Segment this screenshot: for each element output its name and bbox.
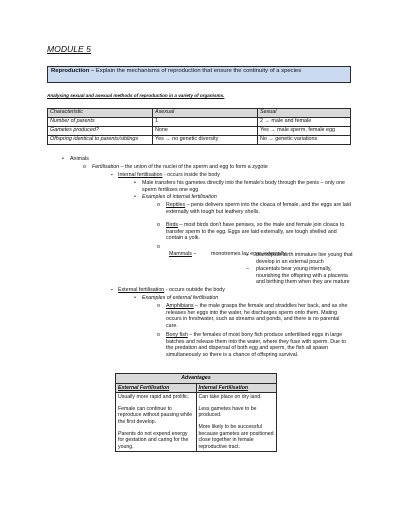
internal-advantage: More likely to be successful because gametes are positioned close together in female reproductive tract.: [198, 423, 274, 450]
fertilisation-label: Fertilisation: [92, 164, 120, 170]
birds-item: [166, 222, 352, 242]
reproduction-heading-box: [47, 66, 351, 83]
internal-advantage: Can take place on dry land.: [198, 394, 262, 401]
table-header-cell: Characteristic: [48, 109, 153, 118]
analysing-heading: Analysing sexual and asexual methods of reproduction in a variety of organisms.: [47, 93, 225, 98]
mammals-label: Mammals: [168, 250, 192, 257]
module-title: MODULE 5: [47, 44, 91, 54]
table-cell: Offspring identical to parents/siblings: [48, 136, 153, 145]
table-cell: 1: [153, 118, 258, 127]
external-fertilisation-header: External Fertilisation: [116, 383, 197, 393]
table-cell: None: [153, 127, 258, 136]
table-cell: Yes → no genetic diversity: [153, 136, 258, 145]
reptiles-label: Reptiles: [166, 202, 186, 208]
bony-fish-text: – the females of most bony fish produce unfertilised eggs in large batches and release them into the water, where they fuse with sperm. Due to the predation and dispersal of both egg and sperm, the fish all spawn simultaneously so there is a chance of offspring survival.: [166, 332, 346, 358]
internal-desc: • Male transfers his gametes directly into the female's body through the penis – only one sperm fertilises one egg: [142, 180, 350, 193]
reproduction-text: – Explain the mechanisms of reproduction that ensure the continuity of a species: [89, 68, 302, 74]
external-advantages-cell: [116, 393, 197, 452]
table-cell: Number of parents: [48, 118, 153, 127]
external-text: - occurs outside the body: [164, 287, 225, 293]
birds-text: – most birds don't have penises, so the male and female join cloaca to transfer sperm to the egg. Eggs are laid externally, are tough shelled and contain a yolk.: [166, 222, 345, 242]
external-fertilisation-item: [118, 287, 350, 294]
reptiles-text: – penis delivers sperm into the cloaca of female, and the eggs are laid externally with tough but leathery shells.: [166, 202, 351, 215]
external-advantage: Female can continue to reproduce without pausing while the first develop.: [118, 405, 193, 425]
amphibians-label: Amphibians: [166, 303, 194, 309]
placentals-item: – placentals bear young internally, nourishing the offspring with a placenta and birthing them when they are mature: [256, 266, 356, 286]
table-cell: Yes → male sperm, female egg: [258, 127, 351, 136]
comparison-table: [47, 108, 351, 145]
internal-advantages-cell: [196, 393, 277, 452]
external-examples-heading: • Examples of external fertilisation: [142, 295, 350, 302]
internal-text: - occurs inside the body: [162, 172, 220, 178]
reptiles-item: [166, 202, 352, 215]
internal-examples-heading: • Examples of internal fertilisation: [142, 194, 350, 201]
table-row: [48, 136, 351, 145]
advantages-title: Advantages: [116, 374, 277, 384]
advantages-table: [115, 373, 277, 452]
birds-label: Birds: [166, 222, 179, 228]
external-label: External fertilisation: [118, 287, 165, 293]
table-cell: 2 → male and female: [258, 118, 351, 127]
reproduction-label: Reproduction: [51, 68, 90, 74]
internal-label: Internal fertilisation: [118, 172, 163, 178]
mammals-text: – monotremes lay eggs externally: [191, 250, 286, 257]
table-cell: No → genetic variations: [258, 136, 351, 145]
amphibians-text: – the male grasps the female and straddles her back, and as she releases her eggs into the water, he discharges sperm onto them. Mating occurs in freshwater, such as streams and ponds, and there is no parental care.: [166, 303, 348, 329]
internal-fertilisation-header: Internal Fertilisation: [196, 383, 277, 393]
table-row: [48, 118, 351, 127]
external-advantage: Usually more rapid and prolific.: [118, 394, 190, 401]
advantages-header-row: [116, 383, 277, 393]
amphibians-item: [166, 303, 352, 329]
fertilisation-text: – the union of the nuclei of the sperm and egg to form a zygote: [119, 164, 268, 170]
internal-fertilisation-item: [118, 172, 350, 179]
advantages-body-row: [116, 393, 277, 452]
table-header-cell: Sexual: [258, 109, 351, 118]
fertilisation-item: [92, 164, 350, 171]
table-header-row: [48, 109, 351, 118]
bony-fish-item: [166, 332, 352, 358]
animals-bullet: • Animals: [70, 156, 89, 163]
table-header-cell: Asexual: [153, 109, 258, 118]
internal-advantage: Less gametes have to be produced.: [198, 405, 257, 419]
external-advantage: Parents do not expend energy for gestation and caring for the young.: [118, 430, 189, 450]
table-cell: Gametes produced?: [48, 127, 153, 136]
advantages-title-row: [116, 374, 277, 384]
marsupials-item: – marsupials birth immature live young that develop in an external pouch: [256, 252, 356, 265]
table-row: [48, 127, 351, 136]
bony-fish-label: Bony fish: [166, 332, 188, 338]
